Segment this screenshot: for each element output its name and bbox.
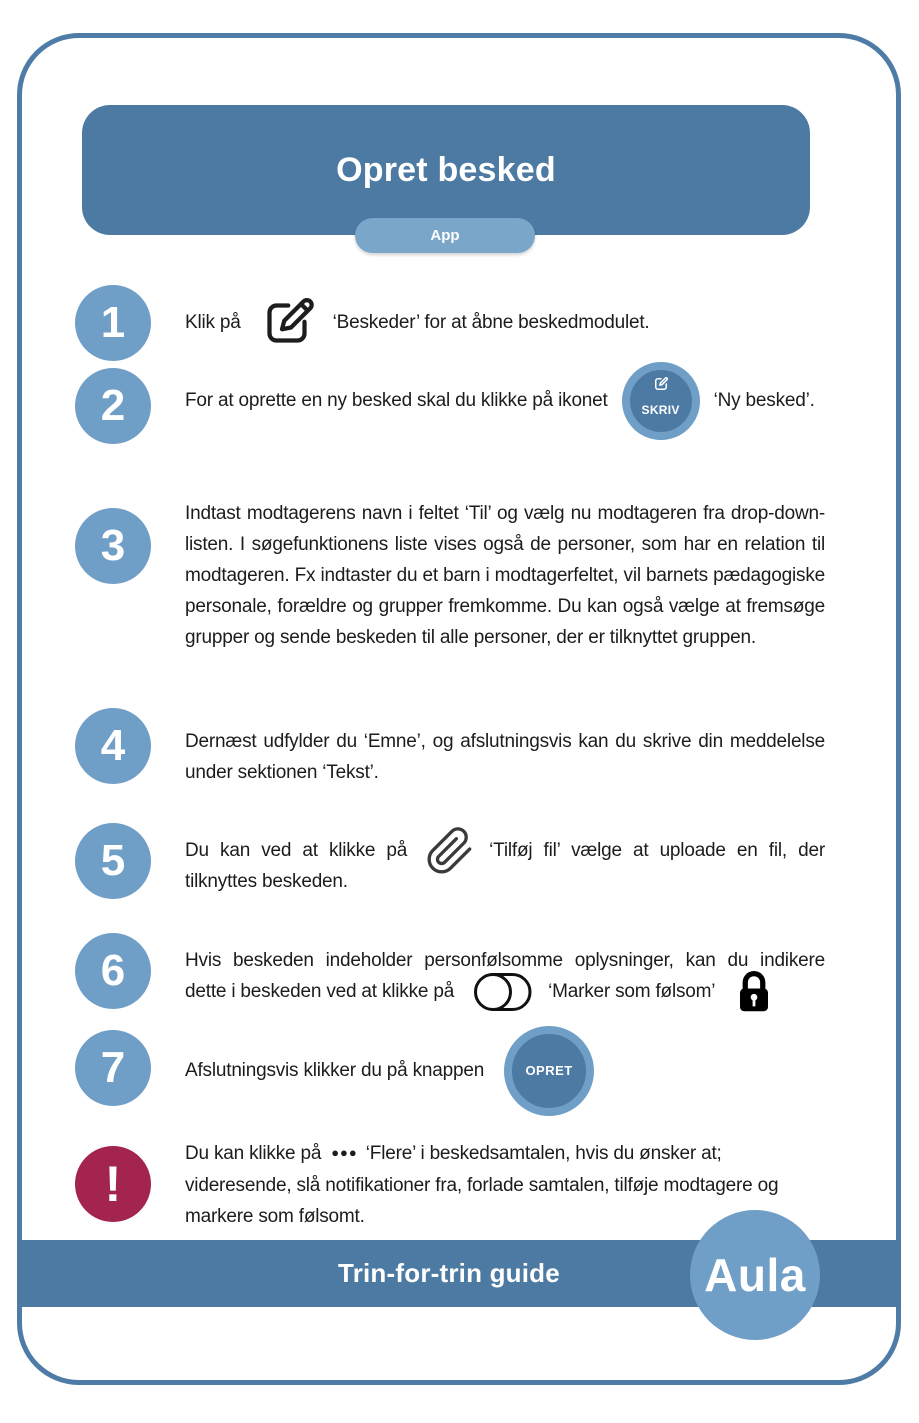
more-dots-icon: ●●● bbox=[331, 1145, 358, 1160]
aula-logo-label: Aula bbox=[704, 1249, 806, 1301]
step-2-text bbox=[185, 385, 825, 416]
step-1-text-before: Klik på bbox=[185, 312, 241, 333]
lock-icon bbox=[733, 969, 775, 1015]
step-7-text-label: Afslutningsvis klikker du på knappen bbox=[185, 1060, 485, 1081]
warning-text-after: ‘Flere’ i beskedsamtalen, hvis du ønsker at; videresende, slå notifikationer fra, forlade samtalen, tilføje modtagere og markere som følsomt. bbox=[185, 1143, 779, 1227]
step-1-text-after: ‘Beskeder’ for at åbne beskedmodulet. bbox=[332, 312, 650, 333]
opret-button-label: OPRET bbox=[525, 1063, 573, 1079]
page-title: Opret besked bbox=[336, 150, 556, 189]
step-2-text-after: ‘Ny besked’. bbox=[713, 390, 815, 411]
step-5-text-after: ‘Tilføj fil’ vælge at uploade en fil, der tilknyttes beskeden. bbox=[185, 840, 825, 892]
step-5-text bbox=[185, 835, 825, 897]
warning-text bbox=[185, 1138, 785, 1232]
step-3-number: 3 bbox=[75, 508, 151, 584]
step-3-text: Indtast modtagerens navn i feltet ‘Til’ og vælg nu modtageren fra drop-down-listen. I søgefunktionens liste vises også de personer, som har en relation til modtageren. Fx indtaster du et barn i modtagerfeltet, vil barnets pædagogiske personale, forældre og grupper fremkomme. Du kan også vælge at fremsøge grupper og sende beskeden til alle personer, der er tilknyttet gruppen. bbox=[185, 503, 825, 648]
guide-card bbox=[17, 33, 901, 1385]
footer-title: Trin-for-trin guide bbox=[338, 1258, 560, 1288]
step-4-text: Dernæst udfylder du ‘Emne’, og afslutningsvis kan du skrive din meddelelse under sektionen ‘Tekst’. bbox=[185, 731, 825, 783]
step-2-number: 2 bbox=[75, 368, 151, 444]
exclamation-icon: ! bbox=[75, 1146, 151, 1222]
toggle-off-icon bbox=[472, 971, 534, 1013]
compose-icon bbox=[257, 293, 317, 353]
step-6-line2-before: dette i beskeden ved at klikke på bbox=[185, 981, 455, 1002]
skriv-button-label: SKRIV bbox=[641, 403, 680, 418]
step-7-text bbox=[185, 1055, 825, 1086]
step-6-line1: Hvis beskeden indeholder personfølsomme oplysninger, kan du indikere bbox=[185, 950, 825, 971]
step-1-text bbox=[185, 307, 825, 338]
step-6-number: 6 bbox=[75, 933, 151, 1009]
warning-text-before: Du kan klikke på bbox=[185, 1143, 322, 1164]
step-2-text-before: For at oprette en ny besked skal du klikke på ikonet bbox=[185, 390, 608, 411]
step-4-number: 4 bbox=[75, 708, 151, 784]
step-6-text bbox=[185, 945, 825, 1007]
opret-button bbox=[504, 1026, 594, 1116]
aula-logo bbox=[690, 1210, 820, 1340]
app-badge-label: App bbox=[430, 227, 460, 244]
app-badge bbox=[355, 218, 535, 253]
compose-icon-small bbox=[652, 375, 670, 393]
header-banner bbox=[82, 105, 810, 235]
step-5-number: 5 bbox=[75, 823, 151, 899]
skriv-button bbox=[622, 362, 700, 440]
paperclip-icon bbox=[425, 821, 475, 881]
step-5-text-before: Du kan ved at klikke på bbox=[185, 840, 408, 861]
step-1-number: 1 bbox=[75, 285, 151, 361]
step-7-number: 7 bbox=[75, 1030, 151, 1106]
step-6-line2 bbox=[185, 976, 825, 1007]
step-6-line2-after: ‘Marker som følsom’ bbox=[548, 981, 716, 1002]
